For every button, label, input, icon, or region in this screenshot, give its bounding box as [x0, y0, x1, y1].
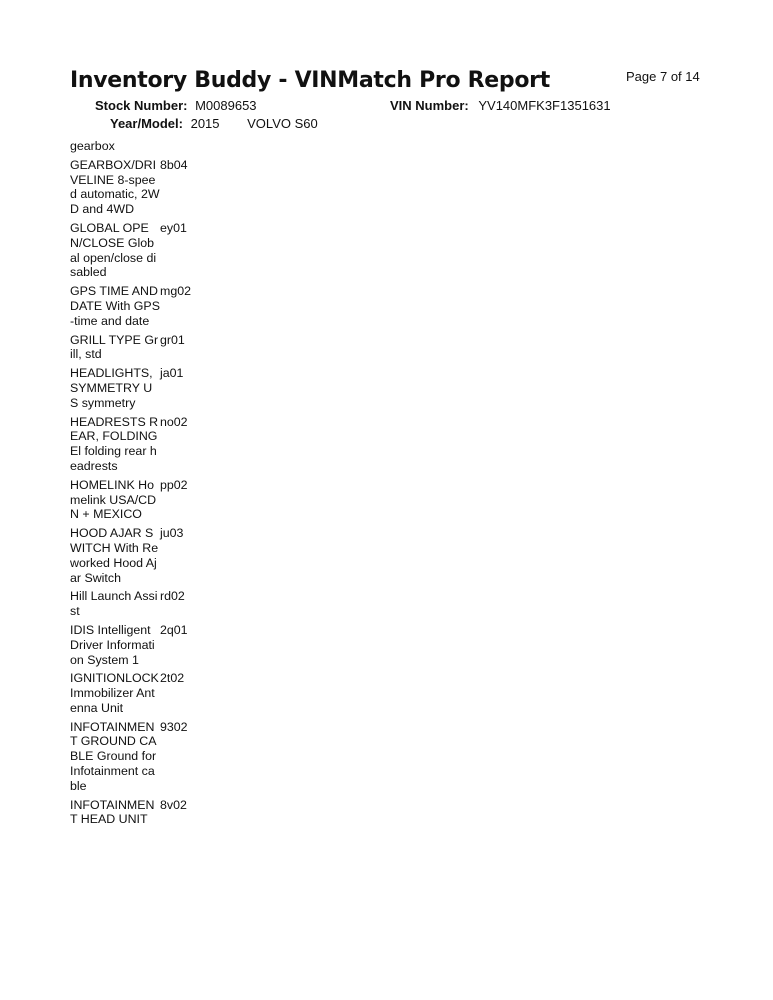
vin-number-row [390, 98, 611, 113]
option-code: 9302 [160, 719, 188, 734]
option-description: IDIS Intelligent Driver Information System 1 [70, 622, 155, 667]
list-item [70, 671, 210, 715]
option-description: GEARBOX/DRIVELINE 8-speed automatic, 2WD and 4WD [70, 157, 160, 217]
year-value: 2015 [190, 116, 220, 131]
option-description: HOMELINK Homelink USA/CDN + MEXICO [70, 477, 157, 522]
option-code: no02 [160, 414, 188, 429]
option-code-list [70, 139, 210, 831]
option-code: gr01 [160, 332, 185, 347]
option-code: 2t02 [160, 671, 185, 686]
list-item [70, 139, 210, 154]
year-model-row [110, 116, 318, 131]
option-description: GLOBAL OPEN/CLOSE Global open/close disabled [70, 220, 157, 280]
list-item [70, 333, 210, 363]
list-item [70, 798, 210, 828]
option-code: pp02 [160, 477, 188, 492]
option-description: HEADRESTS REAR, FOLDING El folding rear headrests [70, 414, 159, 473]
list-item [70, 284, 210, 328]
page-number: Page 7 of 14 [626, 69, 700, 84]
option-description: gearbox [70, 139, 115, 153]
list-item [70, 415, 210, 474]
option-code: rd02 [160, 589, 185, 604]
stock-number-label: Stock Number: [95, 98, 188, 113]
list-item [70, 526, 210, 585]
model-value: VOLVO S60 [247, 116, 318, 131]
report-title: Inventory Buddy - VINMatch Pro Report [70, 68, 550, 93]
vin-number-label: VIN Number: [390, 98, 469, 113]
option-code: ey01 [160, 220, 187, 235]
option-code: ju03 [160, 526, 184, 541]
list-item [70, 623, 210, 667]
year-model-label: Year/Model: [110, 116, 183, 131]
option-description: INFOTAINMENT HEAD UNIT [70, 797, 155, 827]
option-description: GPS TIME AND DATE With GPS-time and date [70, 284, 160, 328]
vin-number-value: YV140MFK3F1351631 [478, 98, 611, 113]
list-item [70, 720, 210, 794]
option-description: Hill Launch Assist [70, 589, 158, 619]
option-description: GRILL TYPE Grill, std [70, 332, 159, 362]
option-code: 8b04 [160, 157, 188, 172]
list-item [70, 158, 210, 217]
option-description: HEADLIGHTS, SYMMETRY US symmetry [70, 366, 153, 410]
option-description: HOOD AJAR SWITCH With Reworked Hood Ajar Switch [70, 526, 159, 585]
list-item [70, 478, 210, 522]
option-description: INFOTAINMENT GROUND CABLE Ground for Infotainment cable [70, 719, 157, 793]
stock-number-row [95, 98, 257, 113]
option-description: IGNITIONLOCK Immobilizer Antenna Unit [70, 671, 159, 715]
option-code: 8v02 [160, 797, 187, 812]
stock-number-value: M0089653 [195, 98, 257, 113]
option-code: 2q01 [160, 622, 188, 637]
list-item [70, 366, 210, 410]
list-item [70, 589, 210, 619]
list-item [70, 221, 210, 280]
option-code: mg02 [160, 284, 191, 299]
option-code: ja01 [160, 366, 184, 381]
